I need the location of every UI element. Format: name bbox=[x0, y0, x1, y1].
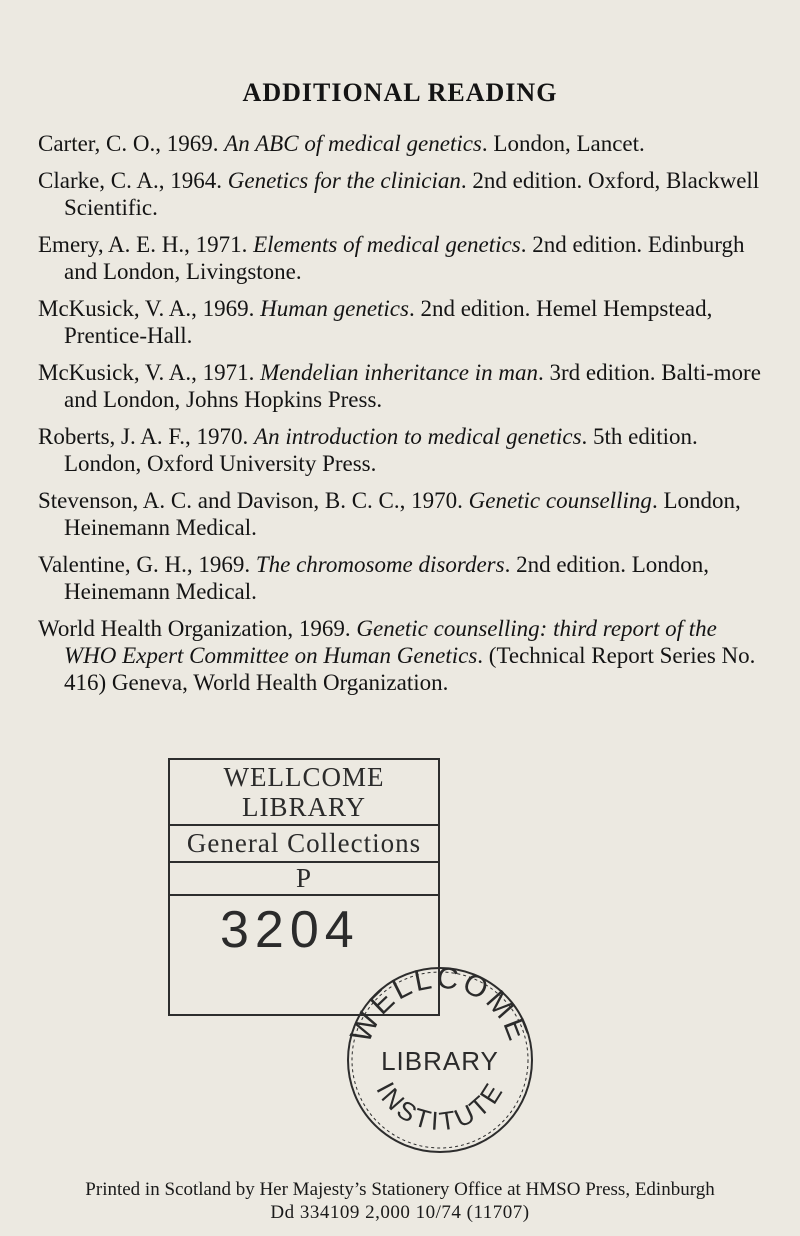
reference-item bbox=[38, 231, 768, 285]
reference-publisher: . London, Heinemann Medical. bbox=[64, 488, 741, 540]
stamp-line-wellcome: WELLCOME bbox=[223, 762, 385, 792]
reference-author: McKusick, V. A., 1971. bbox=[38, 360, 261, 385]
stamp-divider bbox=[170, 824, 438, 826]
reference-publisher: . London, Lancet. bbox=[481, 131, 645, 156]
reference-author: Clarke, C. A., 1964. bbox=[38, 168, 228, 193]
reference-title: Mendelian inheritance in man bbox=[260, 360, 538, 385]
reference-publisher: . 2nd edition. Oxford, Blackwell Scientific. bbox=[64, 168, 760, 220]
seal-graphic bbox=[330, 940, 550, 1160]
stamp-shelfmark: 3204 bbox=[220, 901, 360, 959]
reference-publisher: . 2nd edition. London, Heinemann Medical. bbox=[64, 552, 709, 604]
stamp-line-p: P bbox=[295, 863, 313, 893]
reference-item bbox=[38, 167, 768, 221]
seal-bottom-text: INSTITUTE bbox=[370, 1075, 510, 1137]
page-heading: ADDITIONAL READING bbox=[242, 78, 558, 107]
wellcome-institute-seal bbox=[330, 940, 550, 1160]
reference-publisher: . 5th edition. London, Oxford University Press. bbox=[64, 424, 698, 476]
reference-item bbox=[38, 359, 768, 413]
reference-author: Carter, C. O., 1969. bbox=[38, 131, 225, 156]
reference-list bbox=[38, 130, 768, 706]
reference-title: Human genetics bbox=[260, 296, 409, 321]
reference-title: Genetics for the clinician bbox=[227, 168, 461, 193]
printer-imprint bbox=[0, 1178, 800, 1224]
reference-item bbox=[38, 295, 768, 349]
stamp-divider bbox=[170, 894, 438, 896]
reference-publisher: . (Technical Report Series No. 416) Geneva, World Health Organization. bbox=[64, 643, 756, 695]
reference-publisher: . 2nd edition. Edinburgh and London, Livingstone. bbox=[64, 232, 745, 284]
reference-author: McKusick, V. A., 1969. bbox=[38, 296, 261, 321]
reference-title: An ABC of medical genetics bbox=[224, 131, 482, 156]
reference-publisher: . 3rd edition. Balti-more and London, Johns Hopkins Press. bbox=[64, 360, 761, 412]
stamp-line-collections: General Collections bbox=[186, 828, 422, 858]
stamp-line-library: LIBRARY bbox=[241, 792, 367, 822]
reference-author: Roberts, J. A. F., 1970. bbox=[38, 424, 255, 449]
seal-center-text: LIBRARY bbox=[381, 1046, 499, 1076]
reference-publisher: . 2nd edition. Hemel Hempstead, Prentice-Hall. bbox=[64, 296, 713, 348]
reference-title: An introduction to medical genetics bbox=[254, 424, 582, 449]
seal-top-text: WELLCOME bbox=[344, 961, 536, 1048]
reference-author: Emery, A. E. H., 1971. bbox=[38, 232, 254, 257]
reference-title: Genetic counselling bbox=[468, 488, 652, 513]
print-code-line: Dd 334109 2,000 10/74 (11707) bbox=[270, 1202, 530, 1223]
reference-author: World Health Organization, 1969. bbox=[38, 616, 357, 641]
reference-title: Elements of medical genetics bbox=[253, 232, 521, 257]
reference-author: Stevenson, A. C. and Davison, B. C. C., 1970. bbox=[38, 488, 469, 513]
reference-title: The chromosome disorders bbox=[255, 552, 505, 577]
reference-item bbox=[38, 551, 768, 605]
reference-title: Genetic counselling: third report of the WHO Expert Committee on Human Genetics bbox=[64, 616, 717, 668]
reference-author: Valentine, G. H., 1969. bbox=[38, 552, 256, 577]
imprint-line: Printed in Scotland by Her Majesty’s Stationery Office at HMSO Press, Edinburgh bbox=[85, 1179, 715, 1200]
reference-item bbox=[38, 615, 768, 696]
reference-item bbox=[38, 423, 768, 477]
reference-item bbox=[38, 487, 768, 541]
reference-item bbox=[38, 130, 768, 157]
